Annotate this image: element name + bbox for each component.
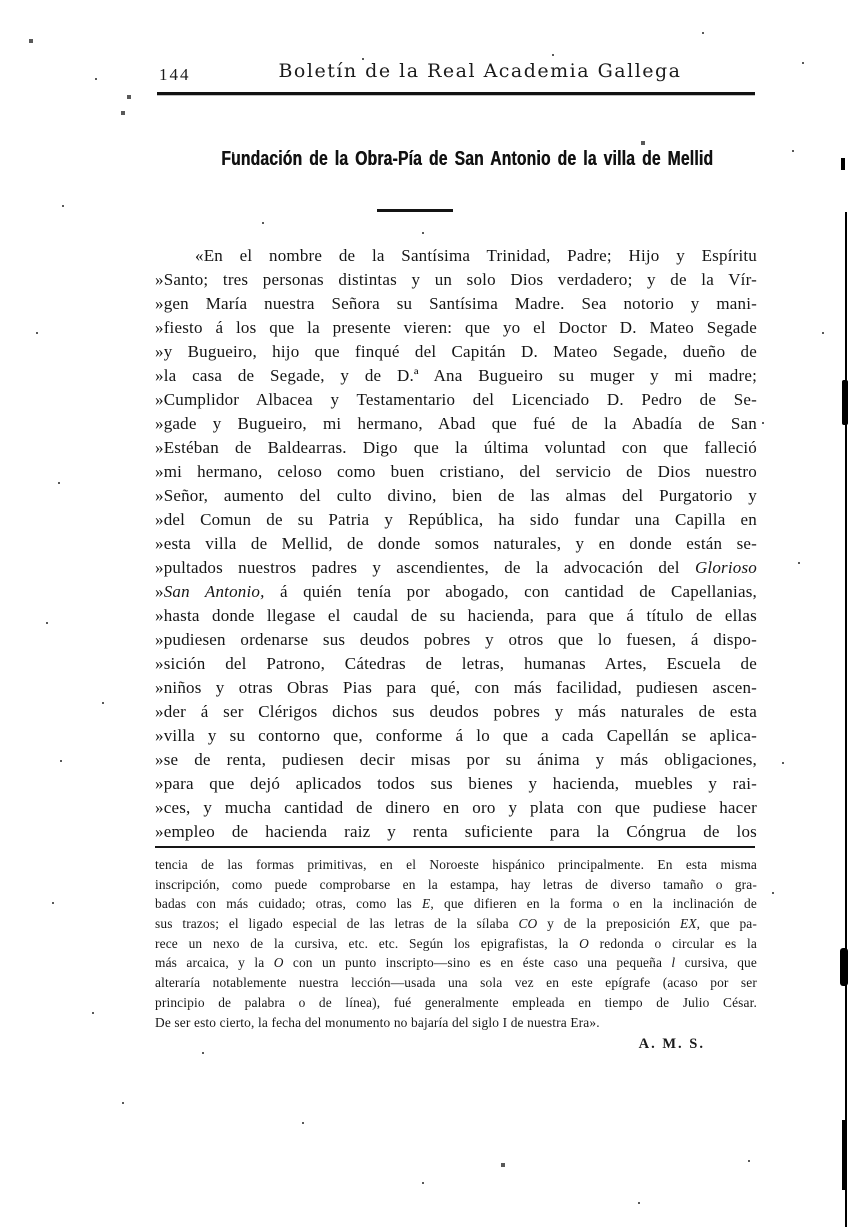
scan-artifact-line bbox=[845, 212, 847, 1227]
text-line: »Santo; tres personas distintas y un solo Dios verdadero; y de la Vír- bbox=[155, 270, 757, 289]
text-line: »para que dejó aplicados todos sus bienes y hacienda, muebles y rai- bbox=[155, 774, 757, 793]
text-line: »la casa de Segade, y de D.ª Ana Bugueiro su muger y mi madre; bbox=[155, 366, 757, 385]
text-line: »sición del Patrono, Cátedras de letras, humanas Artes, Escuela de bbox=[155, 654, 757, 673]
text-line: rece un nexo de la cursiva, etc. etc. Según los epigrafistas, la O redonda o circular es la bbox=[155, 935, 757, 951]
text-line: »del Comun de su Patria y República, ha sido fundar una Capilla en bbox=[155, 510, 757, 529]
text-line: »ces, y mucha cantidad de dinero en oro y plata con que pudiese hacer bbox=[155, 798, 757, 817]
footnote bbox=[155, 855, 757, 1032]
text-column bbox=[155, 0, 757, 1227]
author-initials: A. M. S. bbox=[638, 1036, 705, 1052]
text-line: »niños y otras Obras Pias para qué, con más facilidad, pudiesen ascen- bbox=[155, 678, 757, 697]
scan-artifact-blob bbox=[842, 1120, 846, 1190]
text-line: »se de renta, pudiesen decir misas por su ánima y más obligaciones, bbox=[155, 750, 757, 769]
text-line: inscripción, como puede comprobarse en la estampa, hay letras de diverso tamaño o gra- bbox=[155, 876, 757, 892]
scan-artifact-blob bbox=[840, 948, 848, 986]
footnote-rule bbox=[155, 846, 755, 848]
scan-artifact-blob bbox=[842, 380, 848, 425]
text-line: »empleo de hacienda raiz y renta suficiente para la Cóngrua de los bbox=[155, 822, 757, 841]
text-line: más arcaica, y la O con un punto inscripto—sino es en éste caso una pequeña l cursiva, que bbox=[155, 955, 757, 971]
text-line: sus trazos; el ligado especial de las letras de la sílaba CO y de la preposición EX, que pa- bbox=[155, 916, 757, 932]
text-line: »villa y su contorno que, conforme á lo que a cada Capellán se aplica- bbox=[155, 726, 757, 745]
scan-noise bbox=[0, 0, 2, 2]
text-line: De ser esto cierto, la fecha del monumento no bajaría del siglo I de nuestra Era». bbox=[155, 1014, 600, 1030]
text-line: »esta villa de Mellid, de donde somos naturales, y en donde están se- bbox=[155, 534, 757, 553]
article-title: Fundación de la Obra-Pía de San Antonio de la villa de Mellid bbox=[221, 148, 714, 170]
text-line: »der á ser Clérigos dichos sus deudos pobres y más naturales de esta bbox=[155, 702, 757, 721]
page-number: 144 bbox=[159, 65, 191, 84]
text-line: »gen María nuestra Señora su Santísima Madre. Sea notorio y mani- bbox=[155, 294, 757, 313]
article-body bbox=[155, 244, 757, 844]
text-line: »gade y Bugueiro, mi hermano, Abad que fué de la Abadía de San bbox=[155, 414, 757, 433]
text-line: »Cumplidor Albacea y Testamentario del Licenciado D. Pedro de Se- bbox=[155, 390, 757, 409]
text-line: »fiesto á los que la presente vieren: que yo el Doctor D. Mateo Segade bbox=[155, 318, 757, 337]
text-line: »y Bugueiro, hijo que finqué del Capitán D. Mateo Segade, dueño de bbox=[155, 342, 757, 361]
text-line: »Señor, aumento del culto divino, bien de las almas del Purgatorio y bbox=[155, 486, 757, 505]
page-header bbox=[155, 60, 757, 88]
text-line: tencia de las formas primitivas, en el Noroeste hispánico principalmente. En esta misma bbox=[155, 857, 757, 872]
text-line: »pudiesen ordenarse sus deudos pobres y otros que lo fuesen, á dispo- bbox=[155, 630, 757, 649]
text-line: »San Antonio, á quién tenía por abogado, con cantidad de Capellanias, bbox=[155, 582, 757, 601]
text-line: «En el nombre de la Santísima Trinidad, Padre; Hijo y Espíritu bbox=[195, 246, 757, 265]
text-line: principio de palabra o de línea), fué generalmente empleada en tiempo de Julio César. bbox=[155, 994, 757, 1010]
journal-title: Boletín de la Real Academia Gallega bbox=[278, 60, 682, 82]
text-line: »mi hermano, celoso como buen cristiano, del servicio de Dios nuestro bbox=[155, 462, 757, 481]
text-line: »pultados nuestros padres y ascendientes, de la advocación del Glorioso bbox=[155, 558, 757, 577]
scan-artifact-mark bbox=[841, 158, 845, 170]
text-line: badas con más cuidado; otras, como las E, que difieren en la forma o en la inclinación de bbox=[155, 896, 757, 912]
text-line: »hasta donde llegase el caudal de su hacienda, para que á título de ellas bbox=[155, 606, 757, 625]
text-line: »Estéban de Baldearras. Digo que la última voluntad con que falleció bbox=[155, 438, 757, 457]
text-line: alteraría notablemente nuestra lección—usada una sola vez en este epígrafe (acaso por ser bbox=[155, 975, 757, 991]
header-rule bbox=[157, 92, 755, 95]
title-divider bbox=[377, 209, 453, 212]
